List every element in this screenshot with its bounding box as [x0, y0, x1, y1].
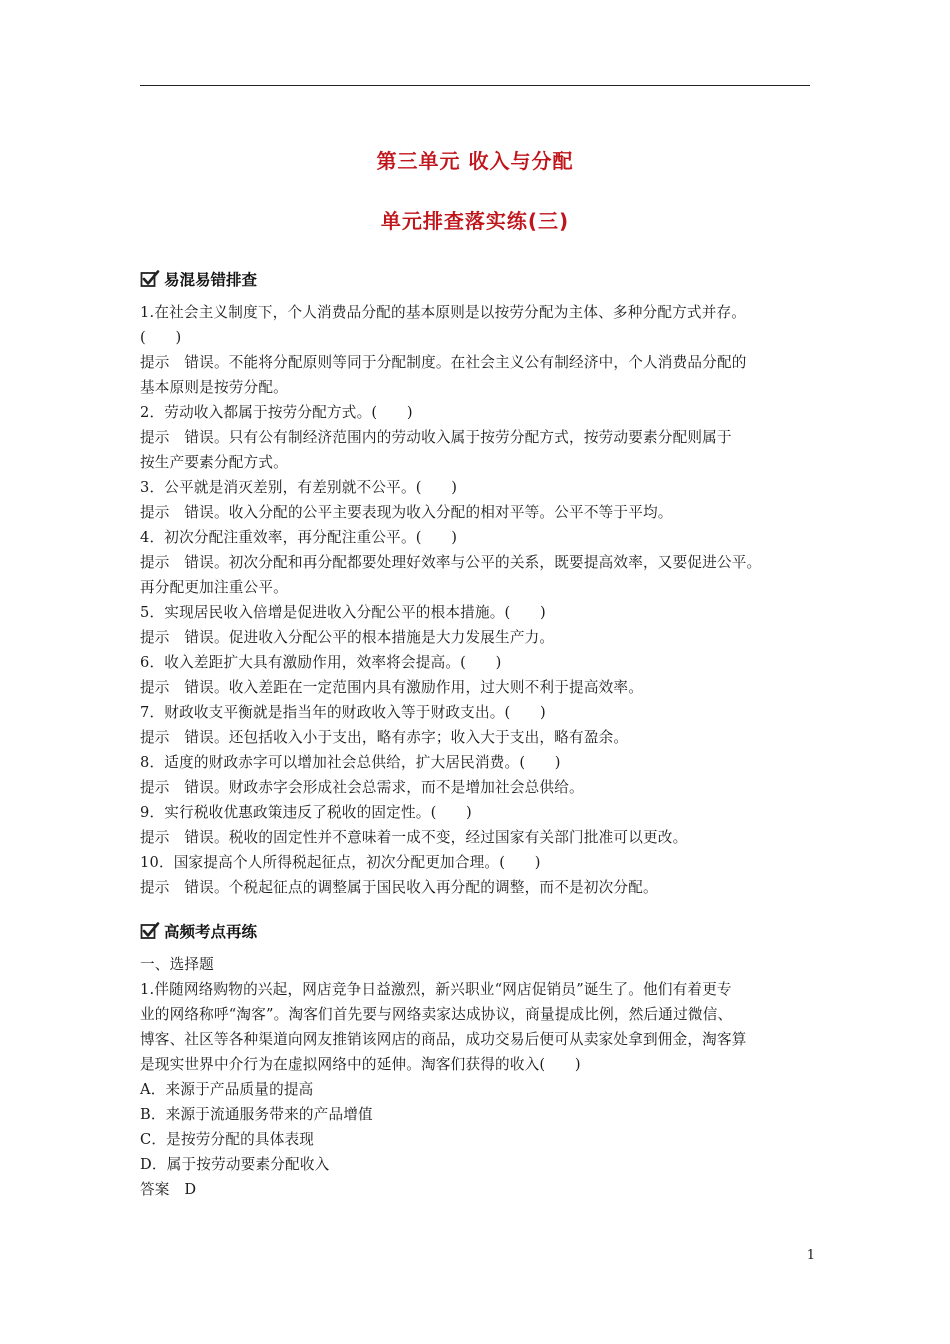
text-line: 9．实行税收优惠政策违反了税收的固定性。( ): [140, 804, 472, 821]
text-line: 提示 错误。收入分配的公平主要表现为收入分配的相对平等。公平不等于平均。: [140, 504, 673, 521]
text-line: 2．劳动收入都属于按劳分配方式。( ): [140, 404, 413, 421]
checkbox-check-icon: [140, 921, 160, 941]
text-line: 提示 错误。财政赤字会形成社会总需求，而不是增加社会总供给。: [140, 779, 584, 796]
unit-title: 第三单元 收入与分配: [376, 149, 574, 173]
text-line: ( ): [140, 329, 182, 346]
text-line: 提示 错误。不能将分配原则等同于分配制度。在社会主义公有制经济中，个人消费品分配的: [140, 354, 747, 371]
text-line: 博客、社区等各种渠道向网友推销该网店的商品，成功交易后便可从卖家处拿到佣金，淘客算: [140, 1031, 747, 1048]
checkbox-check-icon: [140, 269, 160, 289]
text-line: 提示 错误。收入差距在一定范围内具有激励作用，过大则不利于提高效率。: [140, 679, 643, 696]
text-line: 1.在社会主义制度下，个人消费品分配的基本原则是以按劳分配为主体、多种分配方式并存。: [140, 304, 747, 321]
answer-line: 答案 D: [140, 1181, 197, 1198]
text-line: 提示 错误。促进收入分配公平的根本措施是大力发展生产力。: [140, 629, 555, 646]
text-line: 7．财政收支平衡就是指当年的财政收入等于财政支出。( ): [140, 704, 546, 721]
text-line: 8．适度的财政赤字可以增加社会总供给，扩大居民消费。( ): [140, 754, 561, 771]
text-line: 3．公平就是消灭差别，有差别就不公平。( ): [140, 479, 458, 496]
text-line: 10．国家提高个人所得税起征点，初次分配更加合理。( ): [140, 854, 541, 871]
option-c: C．是按劳分配的具体表现: [140, 1131, 315, 1148]
section-heading-text: 高频考点再练: [164, 923, 258, 941]
text-line: 一、选择题: [140, 956, 214, 973]
text-line: 提示 错误。个税起征点的调整属于国民收入再分配的调整，而不是初次分配。: [140, 879, 658, 896]
text-line: 1.伴随网络购物的兴起，网店竞争日益激烈，新兴职业“网店促销员”诞生了。他们有着更专: [140, 981, 732, 998]
text-line: 4．初次分配注重效率，再分配注重公平。( ): [140, 529, 458, 546]
text-line: 提示 错误。初次分配和再分配都要处理好效率与公平的关系，既要提高效率，又要促进公平。: [140, 554, 762, 571]
section-heading-practice: [140, 920, 257, 942]
text-line: 业的网络称呼“淘客”。淘客们首先要与网络卖家达成协议，商量提成比例，然后通过微信、: [140, 1006, 733, 1023]
text-line: 是现实世界中介行为在虚拟网络中的延伸。淘客们获得的收入( ): [140, 1056, 581, 1073]
section-heading-text: 易混易错排查: [164, 271, 258, 289]
text-line: 提示 错误。还包括收入小于支出，略有赤字；收入大于支出，略有盈余。: [140, 729, 629, 746]
page-number: 1: [806, 1248, 815, 1263]
text-line: 再分配更加注重公平。: [140, 579, 288, 596]
option-d: D．属于按劳动要素分配收入: [140, 1156, 330, 1173]
text-line: 5．实现居民收入倍增是促进收入分配公平的根本措施。( ): [140, 604, 546, 621]
practice-questions: [140, 952, 825, 1202]
text-line: 基本原则是按劳分配。: [140, 379, 288, 396]
text-line: 6．收入差距扩大具有激励作用，效率将会提高。( ): [140, 654, 502, 671]
mistakes-list: [140, 300, 825, 900]
text-line: 按生产要素分配方式。: [140, 454, 288, 471]
unit-subtitle: 单元排查落实练(三): [380, 209, 570, 233]
option-a: A．来源于产品质量的提高: [140, 1081, 314, 1098]
text-line: 提示 错误。只有公有制经济范围内的劳动收入属于按劳分配方式，按劳动要素分配则属于: [140, 429, 732, 446]
header-rule: [140, 85, 810, 86]
section-heading-mistakes: [140, 268, 257, 290]
text-line: 提示 错误。税收的固定性并不意味着一成不变，经过国家有关部门批准可以更改。: [140, 829, 688, 846]
option-b: B．来源于流通服务带来的产品增值: [140, 1106, 373, 1123]
